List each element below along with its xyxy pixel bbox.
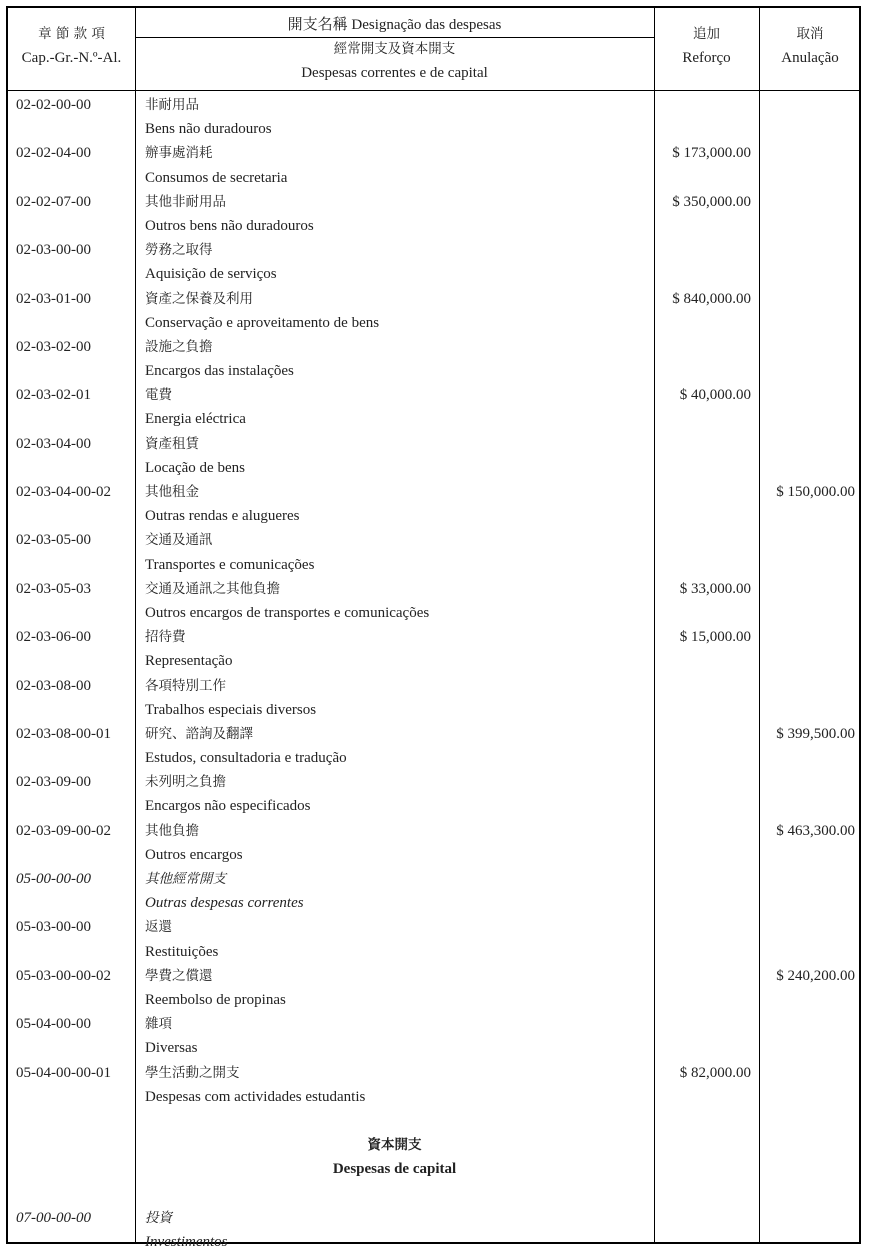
row-designation-pt: Encargos não especificados (145, 798, 311, 815)
table-row (8, 287, 859, 311)
row-code: 02-03-06-00 (16, 629, 91, 646)
row-reforco: $ 15,000.00 (679, 629, 751, 646)
table-row (8, 1206, 859, 1230)
row-reforco: $ 33,000.00 (679, 580, 751, 597)
header-reforco (654, 22, 759, 70)
capital-heading-pt: Despesas de capital (332, 1161, 457, 1178)
row-code: 02-03-05-03 (16, 580, 91, 597)
row-designation-zh: 學生活動之開支 (145, 1064, 240, 1081)
table-row-continuation (8, 601, 859, 625)
row-designation-zh: 學費之償還 (145, 967, 213, 984)
budget-table (6, 6, 861, 1250)
header-code-zh: 章 節 款 項 (38, 26, 105, 42)
table-row-continuation (8, 891, 859, 915)
row-designation-pt: Estudos, consultadoria e tradução (145, 750, 347, 767)
table-row (8, 190, 859, 214)
row-designation-zh: 投資 (145, 1209, 172, 1226)
row-designation-zh: 辦事處消耗 (145, 145, 213, 162)
row-designation-zh: 交通及通訊 (145, 532, 213, 549)
row-anulacao: $ 463,300.00 (776, 822, 855, 839)
row-designation-pt: Diversas (145, 1040, 198, 1057)
row-designation-pt: Restituições (145, 943, 219, 960)
table-row-continuation (8, 794, 859, 818)
row-designation-pt: Energia eléctrica (145, 411, 246, 428)
row-designation-pt: Outros encargos (145, 846, 243, 863)
row-code: 05-04-00-00 (16, 1016, 91, 1033)
row-designation-pt: Consumos de secretaria (145, 169, 288, 186)
spacer-row (8, 1181, 859, 1205)
table-row (8, 722, 859, 746)
row-code: 02-02-04-00 (16, 145, 91, 162)
row-designation-zh: 勞務之取得 (145, 242, 213, 259)
table-row (8, 625, 859, 649)
row-reforco: $ 350,000.00 (672, 193, 751, 210)
row-designation-pt: Locação de bens (145, 459, 245, 476)
row-designation-zh: 各項特別工作 (145, 677, 226, 694)
row-designation-pt: Representação (145, 653, 233, 670)
table-body (8, 93, 859, 1254)
table-row-continuation (8, 504, 859, 528)
header-designation-text: 開支名稱 Designação das despesas (287, 17, 502, 33)
header-divider (8, 90, 859, 91)
row-code: 02-02-00-00 (16, 97, 91, 113)
row-designation-pt: Reembolso de propinas (145, 991, 286, 1008)
row-designation-zh: 其他非耐用品 (145, 193, 226, 210)
row-code: 02-03-04-00 (16, 435, 91, 452)
table-row-continuation (8, 456, 859, 480)
header-subheading-zh: 經常開支及資本開支 (333, 41, 456, 57)
row-reforco: $ 82,000.00 (679, 1064, 751, 1081)
table-row-continuation (8, 311, 859, 335)
row-code: 02-03-04-00-02 (16, 484, 111, 500)
row-designation-zh: 其他租金 (145, 484, 199, 500)
row-designation-pt: Aquisição de serviços (145, 266, 277, 283)
row-designation-pt: Transportes e comunicações (145, 556, 315, 573)
row-designation-zh: 雜項 (145, 1016, 172, 1033)
table-row-continuation (8, 214, 859, 238)
table-row (8, 770, 859, 794)
row-code: 02-03-02-01 (16, 387, 91, 404)
row-designation-zh: 設施之負擔 (145, 338, 213, 355)
table-row (8, 674, 859, 698)
table-row (8, 867, 859, 891)
header-anulacao-pt: Anulação (781, 50, 839, 66)
table-row-continuation (8, 649, 859, 673)
row-designation-zh: 非耐用品 (145, 97, 199, 113)
row-designation-pt: Outras rendas e alugueres (145, 508, 300, 525)
row-designation-zh: 資產之保養及利用 (145, 290, 253, 307)
header-reforco-pt: Reforço (682, 50, 731, 66)
table-row (8, 141, 859, 165)
table-row (8, 1012, 859, 1036)
row-code: 02-03-00-00 (16, 242, 91, 259)
row-code: 02-03-09-00-02 (16, 822, 111, 839)
section-heading-row (8, 1133, 859, 1157)
table-row (8, 1061, 859, 1085)
row-designation-pt: Outros bens não duradouros (145, 217, 314, 234)
table-row-continuation (8, 407, 859, 431)
table-row (8, 528, 859, 552)
row-designation-pt: Trabalhos especiais diversos (145, 701, 317, 718)
row-designation-zh: 招待費 (145, 629, 186, 646)
row-reforco: $ 840,000.00 (672, 290, 751, 307)
row-code: 02-03-02-00 (16, 338, 91, 355)
table-row (8, 577, 859, 601)
row-code: 02-02-07-00 (16, 193, 91, 210)
header-designation (135, 13, 654, 37)
row-code: 05-04-00-00-01 (16, 1064, 111, 1081)
header-anulacao (759, 22, 861, 70)
row-designation-pt: Investimentos (145, 1233, 228, 1250)
row-designation-zh: 其他經常開支 (145, 871, 226, 887)
row-reforco: $ 40,000.00 (679, 387, 751, 404)
header-reforco-zh: 追加 (693, 26, 720, 42)
header-code (8, 22, 135, 70)
row-code: 05-03-00-00 (16, 919, 91, 936)
table-row-continuation (8, 359, 859, 383)
row-designation-pt: Outros encargos de transportes e comunicações (145, 604, 430, 621)
capital-heading-zh: 資本開支 (367, 1137, 422, 1154)
row-designation-zh: 研究、諮詢及翻譯 (145, 725, 253, 742)
row-designation-pt: Encargos das instalações (145, 363, 294, 380)
table-row-continuation (8, 553, 859, 577)
section-heading-row (8, 1157, 859, 1181)
table-row-continuation (8, 843, 859, 867)
row-code: 02-03-09-00 (16, 774, 91, 791)
row-designation-zh: 返還 (145, 919, 172, 936)
table-row (8, 93, 859, 117)
table-row-continuation (8, 166, 859, 190)
row-designation-zh: 未列明之負擔 (145, 774, 226, 791)
table-row (8, 383, 859, 407)
table-row (8, 335, 859, 359)
spacer-row (8, 1109, 859, 1133)
table-row-continuation (8, 940, 859, 964)
row-designation-zh: 其他負擔 (145, 822, 199, 839)
table-row-continuation (8, 746, 859, 770)
row-code: 05-00-00-00 (16, 871, 91, 887)
row-designation-pt: Conservação e aproveitamento de bens (145, 314, 380, 331)
header-subheading (135, 37, 654, 85)
row-designation-zh: 電費 (145, 387, 172, 404)
table-row-continuation (8, 117, 859, 141)
row-anulacao: $ 240,200.00 (776, 967, 855, 984)
table-row-continuation (8, 1085, 859, 1109)
table-row (8, 964, 859, 988)
row-anulacao: $ 399,500.00 (776, 725, 855, 742)
header-code-pt: Cap.-Gr.-N.º-Al. (21, 50, 122, 66)
row-designation-zh: 資產租賃 (145, 435, 199, 452)
row-code: 02-03-08-00-01 (16, 725, 111, 742)
table-row (8, 915, 859, 939)
table-row-continuation (8, 1036, 859, 1060)
row-code: 02-03-01-00 (16, 290, 91, 307)
row-code: 02-03-05-00 (16, 532, 91, 549)
row-code: 07-00-00-00 (16, 1209, 91, 1226)
row-reforco: $ 173,000.00 (672, 145, 751, 162)
table-row-continuation (8, 988, 859, 1012)
table-row-continuation (8, 698, 859, 722)
table-row (8, 819, 859, 843)
table-row-continuation (8, 262, 859, 286)
row-designation-pt: Despesas com actividades estudantis (145, 1088, 366, 1105)
table-row (8, 480, 859, 504)
row-designation-zh: 交通及通訊之其他負擔 (145, 580, 280, 597)
row-code: 02-03-08-00 (16, 677, 91, 694)
table-row (8, 432, 859, 456)
row-designation-pt: Outras despesas correntes (145, 895, 304, 912)
row-anulacao: $ 150,000.00 (776, 484, 855, 500)
table-row (8, 238, 859, 262)
table-row-continuation (8, 1230, 859, 1254)
header-subheading-pt: Despesas correntes e de capital (301, 65, 488, 81)
header-anulacao-zh: 取消 (796, 26, 824, 42)
row-code: 05-03-00-00-02 (16, 967, 111, 984)
row-designation-pt: Bens não duradouros (145, 121, 272, 138)
